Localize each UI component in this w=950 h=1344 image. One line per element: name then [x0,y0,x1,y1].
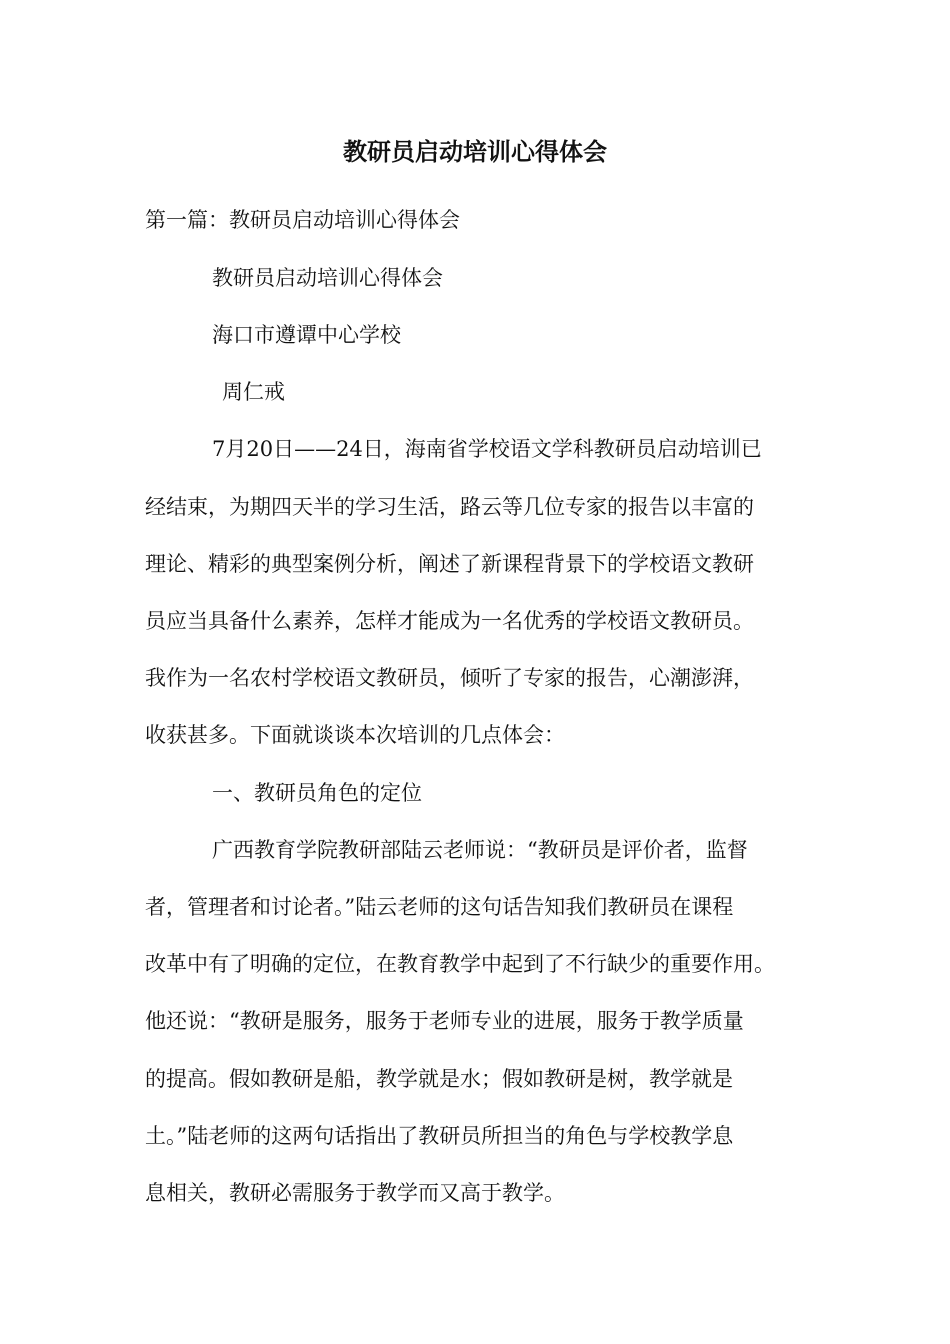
body-text-line: 收获甚多。下面就谈谈本次培训的几点体会： [145,723,565,747]
body-text-line: 他还说：“教研是服务，服务于老师专业的进展，服务于教学质量 [145,1009,744,1033]
body-text-line: 的提高。假如教研是船，教学就是水；假如教研是树，教学就是 [145,1067,733,1091]
chapter-heading: 第一篇：教研员启动培训心得体会 [145,208,460,232]
document-title: 教研员启动培训心得体会 [343,137,607,166]
body-text-line: 理论、精彩的典型案例分析，阐述了新课程背景下的学校语文教研 [145,552,754,576]
body-text-line: 广西教育学院教研部陆云老师说：“教研员是评价者，监督 [212,838,748,862]
body-text-line: 员应当具备什么素养，怎样才能成为一名优秀的学校语文教研员。 [145,609,754,633]
author-school: 海口市遵谭中心学校 [212,323,401,347]
author-name: 周仁戒 [222,380,285,404]
body-text-line: 7月20日——24日，海南省学校语文学科教研员启动培训已 [212,437,762,461]
body-text-line: 者，管理者和讨论者。”陆云老师的这句话告知我们教研员在课程 [145,895,734,919]
body-text-line: 土。”陆老师的这两句话指出了教研员所担当的角色与学校教学息 [145,1124,734,1148]
article-title: 教研员启动培训心得体会 [212,266,443,290]
body-text-line: 改革中有了明确的定位，在教育教学中起到了不行缺少的重要作用。 [145,952,775,976]
body-text-line: 经结束，为期四天半的学习生活，路云等几位专家的报告以丰富的 [145,495,754,519]
body-text-line: 息相关，教研必需服务于教学而又高于教学。 [145,1181,565,1205]
body-text-line: 我作为一名农村学校语文教研员，倾听了专家的报告，心潮澎湃， [145,666,754,690]
section-heading: 一、教研员角色的定位 [212,781,422,805]
